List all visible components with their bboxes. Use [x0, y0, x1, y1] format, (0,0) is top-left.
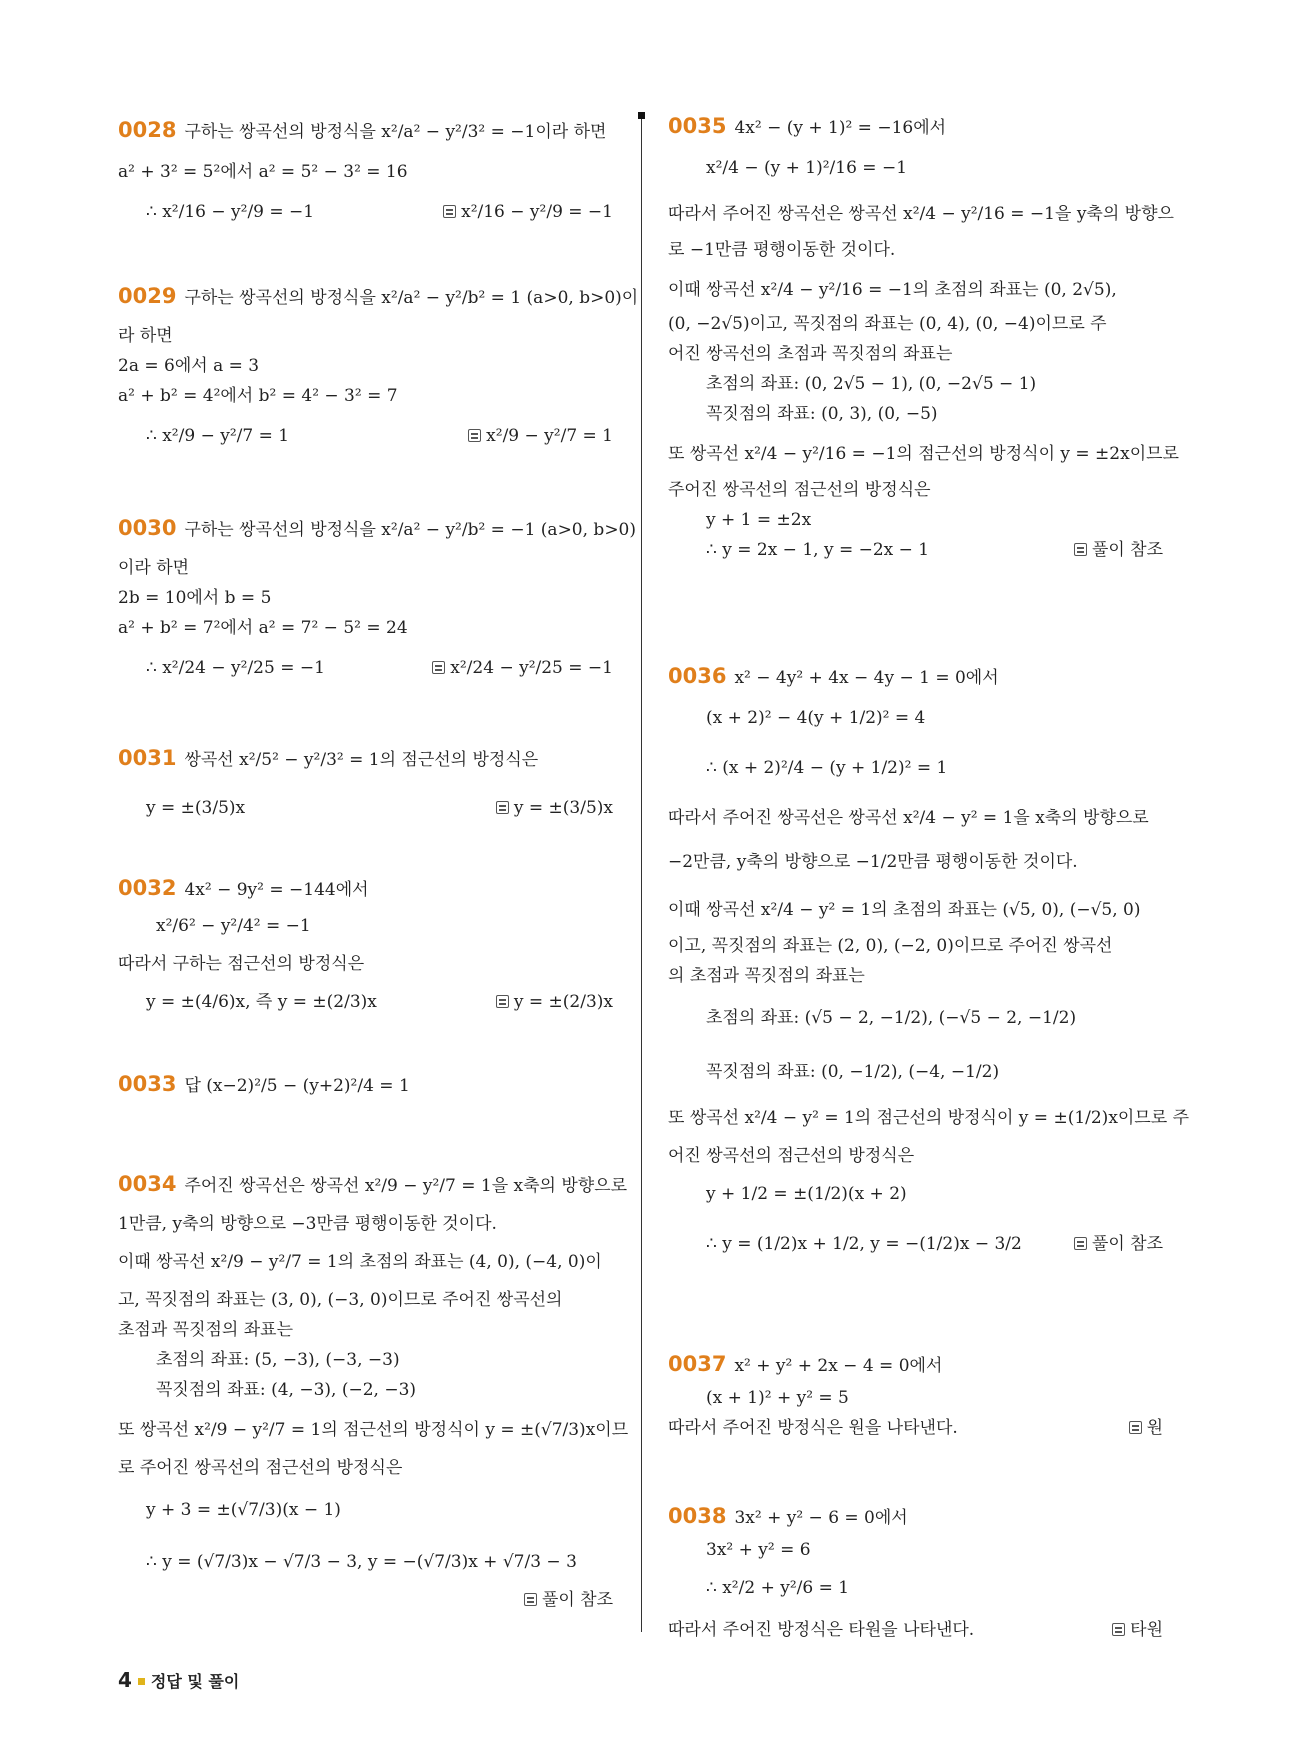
line-text: x²/6² − y²/4² = −1 — [156, 916, 311, 936]
line-text: 주어진 쌍곡선은 쌍곡선 x²/9 − y²/7 = 1을 x축의 방향으로 — [184, 1176, 628, 1196]
line-text: 따라서 주어진 방정식은 원을 나타낸다. — [668, 1418, 958, 1438]
answer-icon — [1074, 1237, 1087, 1250]
line-text: ∴ x²/2 + y²/6 = 1 — [706, 1578, 850, 1598]
solution-line — [118, 748, 538, 770]
solution-line — [706, 1388, 849, 1408]
line-text: 답 (x−2)²/5 − (y+2)²/4 = 1 — [184, 1076, 410, 1096]
line-text: x²/4 − (y + 1)²/16 = −1 — [706, 158, 908, 178]
line-text: 꼭짓점의 좌표: (4, −3), (−2, −3) — [156, 1380, 417, 1400]
answer-icon — [443, 205, 456, 218]
line-text: ∴ y = (1/2)x + 1/2, y = −(1/2)x − 3/2 — [706, 1234, 1022, 1254]
line-text: ∴ y = 2x − 1, y = −2x − 1 — [706, 540, 930, 560]
solution-line — [146, 992, 377, 1012]
answer-icon — [1129, 1421, 1142, 1434]
solution-line — [118, 120, 606, 142]
line-text: ∴ y = (√7/3)x − √7/3 − 3, y = −(√7/3)x + √7/3 − 3 — [146, 1552, 577, 1572]
line-text: 이때 쌍곡선 x²/4 − y² = 1의 초점의 좌표는 (√5, 0), (−√5, 0) — [668, 900, 1141, 920]
column-divider-marker — [638, 112, 645, 119]
footer-bullet-icon — [138, 1678, 145, 1685]
problem-number: 0037 — [668, 1352, 727, 1376]
answer-icon — [524, 1593, 537, 1606]
solution-line — [118, 1214, 497, 1234]
solution-line — [668, 1354, 942, 1376]
answer-icon — [1112, 1623, 1125, 1636]
solution-line — [156, 1350, 400, 1370]
solution-line — [668, 480, 931, 500]
answer — [496, 798, 613, 818]
problem-number: 0028 — [118, 118, 177, 142]
line-text: 따라서 구하는 점근선의 방정식은 — [118, 954, 365, 974]
line-text: 구하는 쌍곡선의 방정식을 x²/a² − y²/b² = 1 (a>0, b>0)이 — [184, 288, 639, 308]
solution-line — [146, 202, 314, 222]
solution-line — [668, 1418, 958, 1438]
solution-line — [146, 426, 289, 446]
line-text: 이때 쌍곡선 x²/9 − y²/7 = 1의 초점의 좌표는 (4, 0), (−4, 0)이 — [118, 1252, 602, 1272]
answer — [1112, 1620, 1163, 1640]
solution-line — [118, 1174, 627, 1196]
line-text: y + 1/2 = ±(1/2)(x + 2) — [706, 1184, 907, 1204]
solution-line — [706, 758, 947, 778]
problem-number: 0036 — [668, 664, 727, 688]
solution-line — [706, 510, 811, 530]
line-text: 2a = 6에서 a = 3 — [118, 356, 260, 376]
solution-line — [706, 1008, 1076, 1028]
page-number: 4 — [118, 1668, 132, 1692]
line-text: 2b = 10에서 b = 5 — [118, 588, 272, 608]
answer-icon — [432, 661, 445, 674]
line-text: a² + b² = 7²에서 a² = 7² − 5² = 24 — [118, 618, 408, 638]
line-text: a² + 3² = 5²에서 a² = 5² − 3² = 16 — [118, 162, 408, 182]
solution-line — [668, 900, 1141, 920]
solution-line — [668, 1146, 914, 1166]
solution-line — [668, 314, 1107, 334]
solution-line — [706, 708, 925, 728]
solution-line — [118, 326, 173, 346]
solution-line — [668, 936, 1112, 956]
line-text: y + 1 = ±2x — [706, 510, 812, 530]
solution-line — [118, 286, 638, 308]
line-text: y = ±(4/6)x, 즉 y = ±(2/3)x — [146, 992, 377, 1012]
answer — [1074, 1234, 1163, 1254]
problem-number: 0031 — [118, 746, 177, 770]
problem-number: 0038 — [668, 1504, 727, 1528]
answer — [432, 658, 613, 678]
answer-text: 풀이 참조 — [541, 1590, 613, 1610]
line-text: 어진 쌍곡선의 초점과 꼭짓점의 좌표는 — [668, 344, 953, 364]
solution-line — [706, 1062, 999, 1082]
solution-line — [118, 558, 189, 578]
solution-line — [118, 588, 271, 608]
solution-line — [706, 374, 1036, 394]
problem-number: 0033 — [118, 1072, 177, 1096]
solution-line — [118, 1320, 293, 1340]
line-text: 주어진 쌍곡선의 점근선의 방정식은 — [668, 480, 931, 500]
line-text: 또 쌍곡선 x²/4 − y²/16 = −1의 점근선의 방정식이 y = ±2x이므로 — [668, 444, 1179, 464]
line-text: ∴ x²/16 − y²/9 = −1 — [146, 202, 315, 222]
problem-number: 0034 — [118, 1172, 177, 1196]
line-text: 초점의 좌표: (5, −3), (−3, −3) — [156, 1350, 400, 1370]
solution-line — [668, 852, 1078, 872]
line-text: 4x² − (y + 1)² = −16에서 — [734, 118, 947, 138]
line-text: ∴ x²/9 − y²/7 = 1 — [146, 426, 290, 446]
solution-line — [146, 798, 245, 818]
line-text: 로 주어진 쌍곡선의 점근선의 방정식은 — [118, 1458, 403, 1478]
solution-line — [146, 1552, 577, 1572]
answer-icon — [496, 801, 509, 814]
answer-icon — [496, 995, 509, 1008]
answer-text: x²/24 − y²/25 = −1 — [450, 658, 613, 678]
solution-line — [118, 386, 398, 406]
answer-text: 풀이 참조 — [1091, 1234, 1163, 1254]
line-text: 쌍곡선 x²/5² − y²/3² = 1의 점근선의 방정식은 — [184, 750, 539, 770]
line-text: ∴ x²/24 − y²/25 = −1 — [146, 658, 325, 678]
solution-line — [706, 404, 938, 424]
line-text: 꼭짓점의 좌표: (0, 3), (0, −5) — [706, 404, 938, 424]
line-text: 따라서 주어진 방정식은 타원을 나타낸다. — [668, 1620, 975, 1640]
line-text: 고, 꼭짓점의 좌표는 (3, 0), (−3, 0)이므로 주어진 쌍곡선의 — [118, 1290, 563, 1310]
solution-line — [668, 808, 1149, 828]
answer — [1074, 540, 1163, 560]
line-text: ∴ (x + 2)²/4 − (y + 1/2)² = 1 — [706, 758, 948, 778]
line-text: 꼭짓점의 좌표: (0, −1/2), (−4, −1/2) — [706, 1062, 1000, 1082]
solution-line — [668, 1506, 908, 1528]
line-text: 4x² − 9y² = −144에서 — [184, 880, 369, 900]
line-text: 이때 쌍곡선 x²/4 − y²/16 = −1의 초점의 좌표는 (0, 2√5), — [668, 280, 1117, 300]
line-text: 이고, 꼭짓점의 좌표는 (2, 0), (−2, 0)이므로 주어진 쌍곡선 — [668, 936, 1113, 956]
line-text: x² + y² + 2x − 4 = 0에서 — [734, 1356, 943, 1376]
solution-line — [706, 1184, 907, 1204]
solution-line — [146, 658, 325, 678]
line-text: (0, −2√5)이고, 꼭짓점의 좌표는 (0, 4), (0, −4)이므로 주 — [668, 314, 1107, 334]
line-text: 1만큼, y축의 방향으로 −3만큼 평행이동한 것이다. — [118, 1214, 497, 1234]
solution-line — [118, 1420, 628, 1440]
line-text: 따라서 주어진 쌍곡선은 쌍곡선 x²/4 − y²/16 = −1을 y축의 방향으 — [668, 204, 1174, 224]
answer — [468, 426, 613, 446]
solution-line — [156, 1380, 416, 1400]
problem-number: 0032 — [118, 876, 177, 900]
footer-label: 정답 및 풀이 — [150, 1672, 240, 1691]
line-text: 3x² + y² − 6 = 0에서 — [734, 1508, 908, 1528]
line-text: 또 쌍곡선 x²/9 − y²/7 = 1의 점근선의 방정식이 y = ±(√7/3)x이므 — [118, 1420, 629, 1440]
solution-line — [118, 618, 408, 638]
solution-line — [118, 518, 636, 540]
solution-line — [668, 966, 865, 986]
solution-line — [668, 344, 952, 364]
answer-text: x²/9 − y²/7 = 1 — [486, 426, 613, 446]
solution-line — [706, 158, 907, 178]
line-text: 구하는 쌍곡선의 방정식을 x²/a² − y²/b² = −1 (a>0, b>0) — [184, 520, 637, 540]
problem-number: 0029 — [118, 284, 177, 308]
solution-line — [118, 1458, 402, 1478]
solution-line — [118, 878, 369, 900]
answer-text: 타원 — [1130, 1620, 1163, 1640]
line-text: 이라 하면 — [118, 558, 190, 578]
line-text: (x + 1)² + y² = 5 — [706, 1388, 849, 1408]
solution-line — [146, 1500, 341, 1520]
solution-line — [118, 1252, 602, 1272]
solution-line — [668, 666, 999, 688]
line-text: −2만큼, y축의 방향으로 −1/2만큼 평행이동한 것이다. — [668, 852, 1078, 872]
answer-icon — [468, 429, 481, 442]
answer-icon — [1074, 543, 1087, 556]
line-text: 로 −1만큼 평행이동한 것이다. — [668, 240, 896, 260]
solution-line — [118, 1290, 562, 1310]
answer — [1129, 1418, 1163, 1438]
solution-line — [668, 1620, 974, 1640]
line-text: 또 쌍곡선 x²/4 − y² = 1의 점근선의 방정식이 y = ±(1/2)x이므로 주 — [668, 1108, 1189, 1128]
line-text: y = ±(3/5)x — [146, 798, 246, 818]
line-text: 초점과 꼭짓점의 좌표는 — [118, 1320, 294, 1340]
solution-line — [118, 1074, 410, 1096]
solution-line — [706, 1234, 1022, 1254]
problem-number: 0030 — [118, 516, 177, 540]
answer-text: x²/16 − y²/9 = −1 — [461, 202, 613, 222]
line-text: 어진 쌍곡선의 점근선의 방정식은 — [668, 1146, 915, 1166]
line-text: 3x² + y² = 6 — [706, 1540, 811, 1560]
answer — [443, 202, 613, 222]
solution-line — [118, 954, 364, 974]
solution-line — [668, 1108, 1189, 1128]
solution-line — [706, 540, 929, 560]
problem-number: 0035 — [668, 114, 727, 138]
answer-text: 원 — [1146, 1418, 1163, 1438]
answer-text: y = ±(3/5)x — [513, 798, 613, 818]
line-text: x² − 4y² + 4x − 4y − 1 = 0에서 — [734, 668, 999, 688]
line-text: 구하는 쌍곡선의 방정식을 x²/a² − y²/3² = −1이라 하면 — [184, 122, 607, 142]
line-text: 초점의 좌표: (0, 2√5 − 1), (0, −2√5 − 1) — [706, 374, 1037, 394]
solution-line — [118, 356, 259, 376]
line-text: (x + 2)² − 4(y + 1/2)² = 4 — [706, 708, 926, 728]
line-text: y + 3 = ±(√7/3)(x − 1) — [146, 1500, 341, 1520]
solution-line — [706, 1578, 849, 1598]
solution-line — [706, 1540, 811, 1560]
answer — [524, 1590, 613, 1610]
line-text: 라 하면 — [118, 326, 173, 346]
line-text: 따라서 주어진 쌍곡선은 쌍곡선 x²/4 − y² = 1을 x축의 방향으로 — [668, 808, 1149, 828]
solution-line — [156, 916, 311, 936]
answer-text: y = ±(2/3)x — [513, 992, 613, 1012]
solution-line — [668, 280, 1117, 300]
line-text: 의 초점과 꼭짓점의 좌표는 — [668, 966, 865, 986]
solution-line — [668, 204, 1174, 224]
answer-text: 풀이 참조 — [1091, 540, 1163, 560]
solution-line — [668, 444, 1179, 464]
answer — [496, 992, 613, 1012]
line-text: a² + b² = 4²에서 b² = 4² − 3² = 7 — [118, 386, 398, 406]
column-divider — [641, 112, 642, 1632]
solution-line — [118, 162, 408, 182]
page-footer — [118, 1668, 239, 1692]
solution-line — [668, 240, 895, 260]
solution-line — [668, 116, 946, 138]
line-text: 초점의 좌표: (√5 − 2, −1/2), (−√5 − 2, −1/2) — [706, 1008, 1077, 1028]
